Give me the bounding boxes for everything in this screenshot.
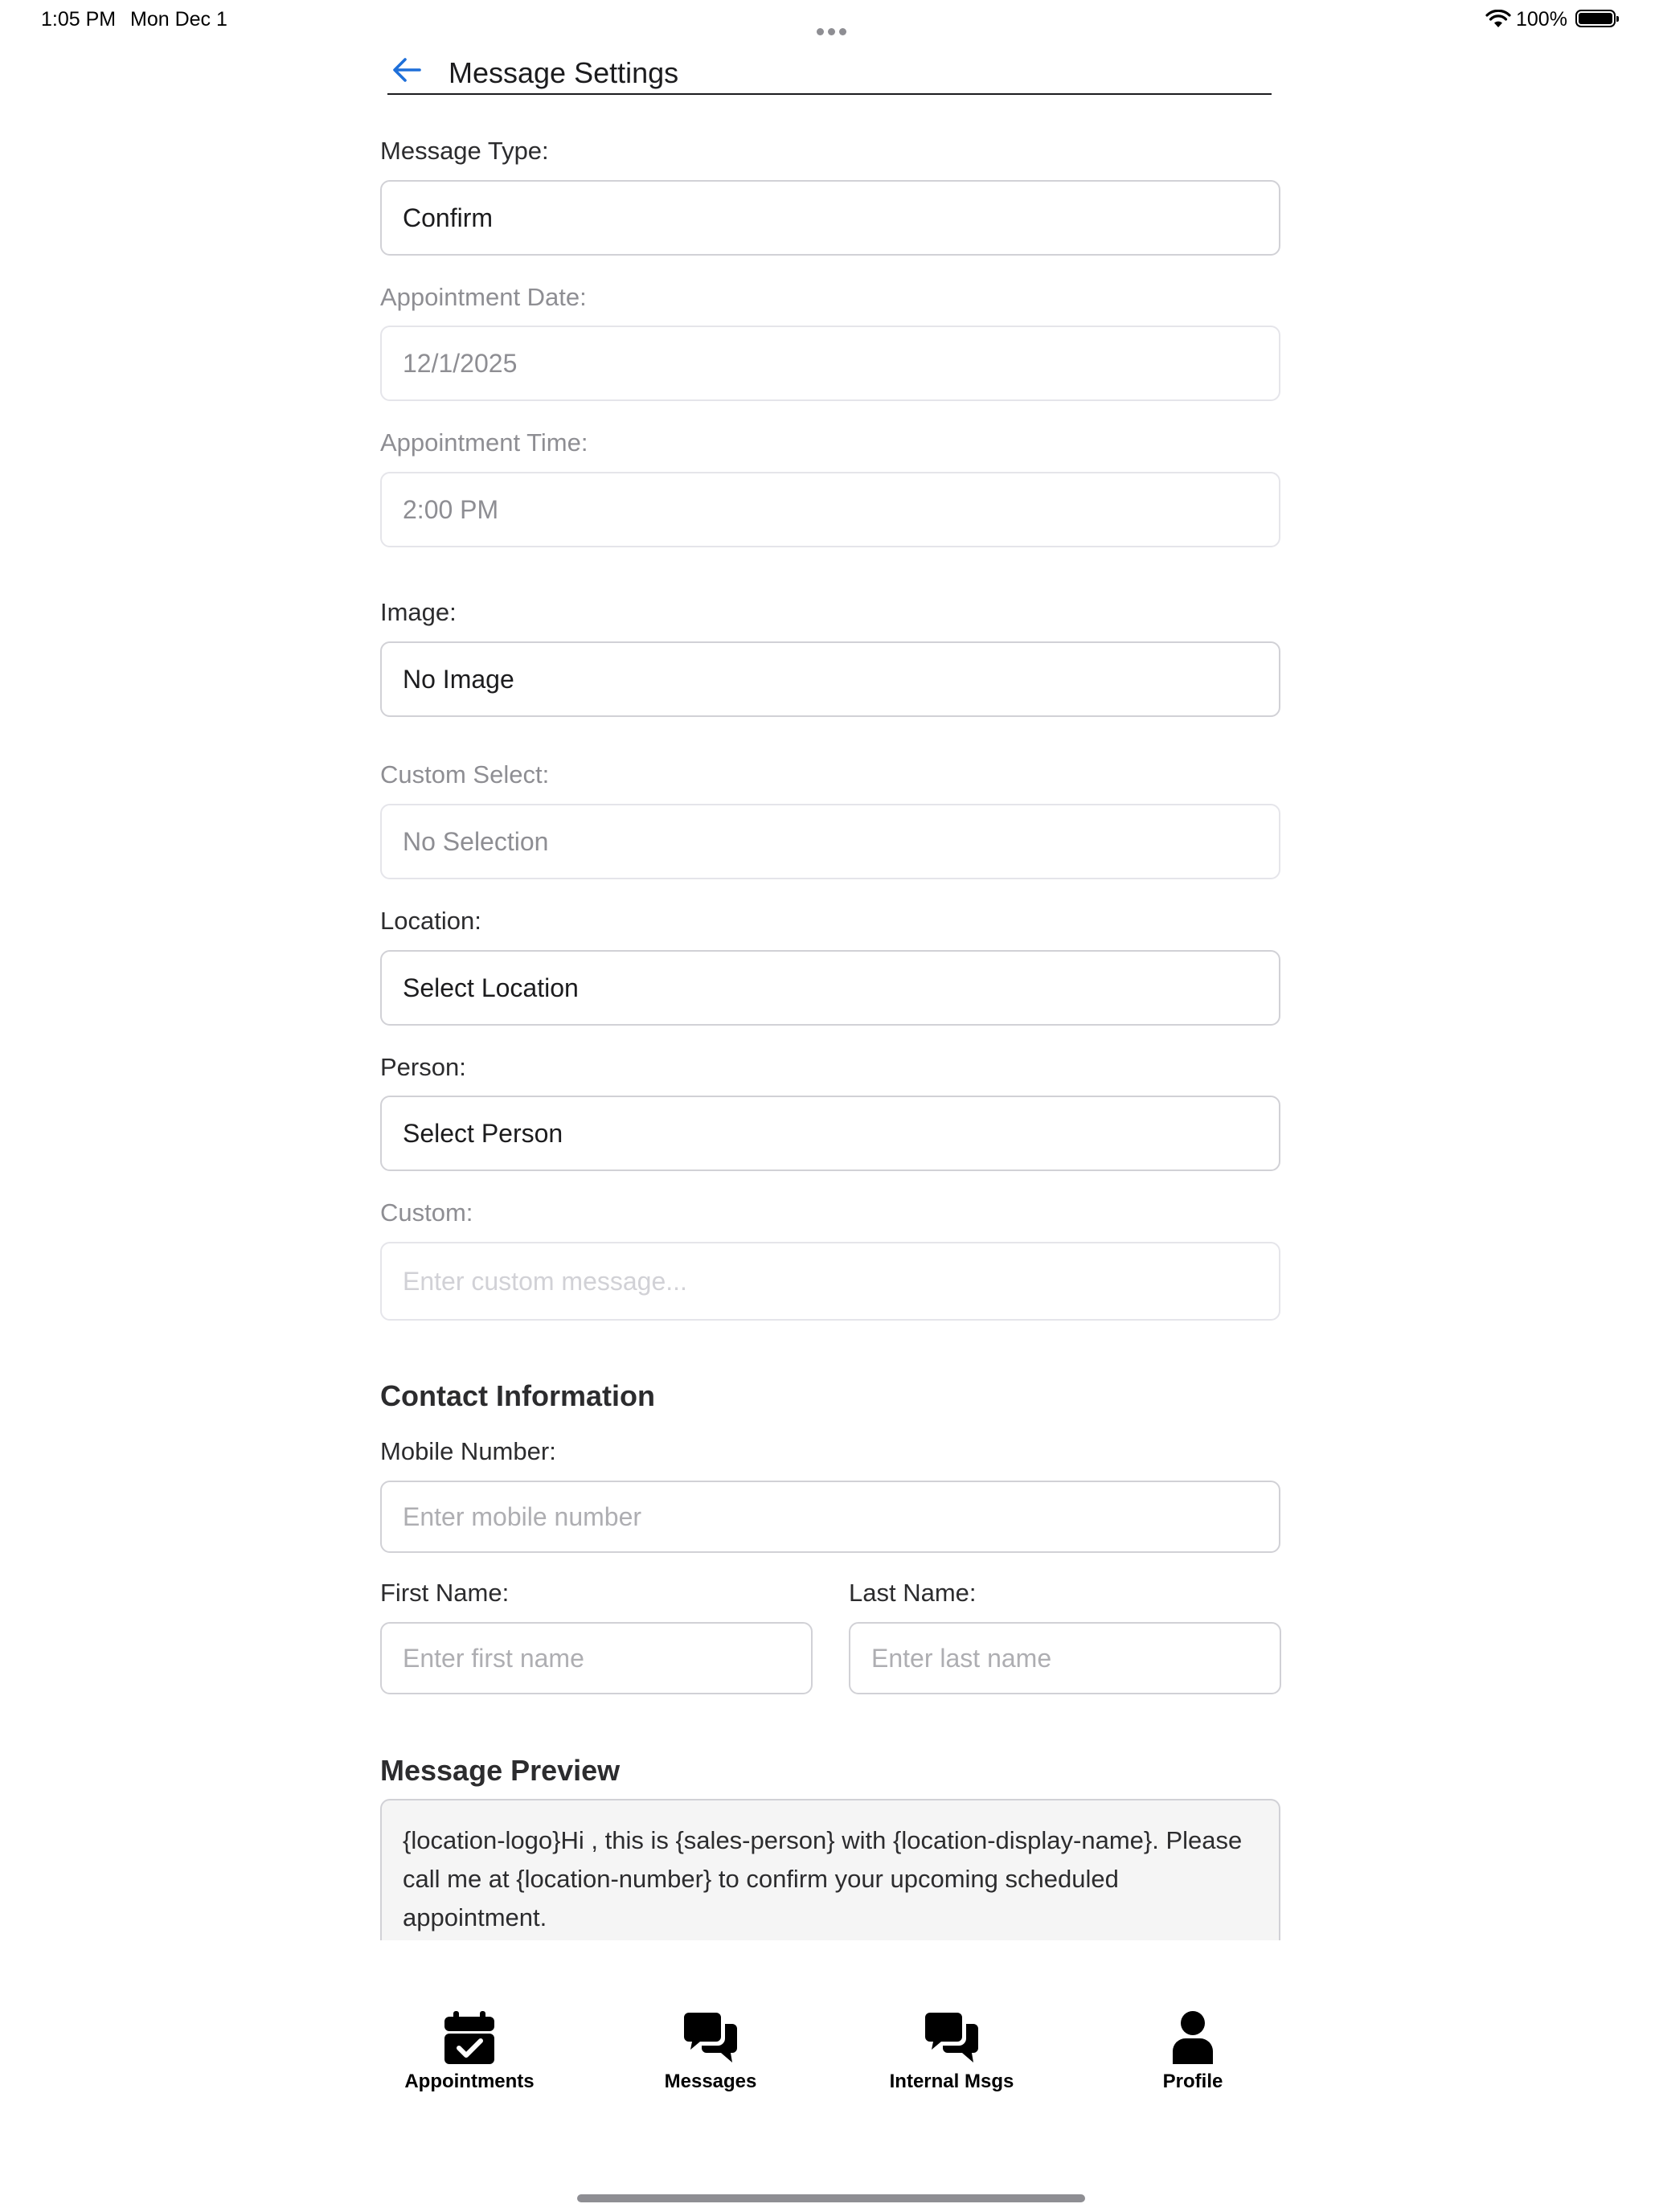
status-bar [0, 6, 1659, 39]
first-name-label: First Name: [380, 1579, 510, 1607]
tab-appointments[interactable] [365, 1985, 574, 2093]
person-label: Person: [380, 1053, 466, 1081]
message-preview-heading: Message Preview [380, 1754, 621, 1787]
first-name-input[interactable] [380, 1622, 813, 1694]
location-select[interactable]: Select Location [380, 950, 1280, 1026]
tab-profile[interactable] [1088, 1985, 1297, 2093]
status-date: Mon Dec 1 [130, 8, 227, 31]
appointment-time-label: Appointment Time: [380, 428, 588, 457]
contact-information-heading: Contact Information [380, 1379, 655, 1412]
message-preview-box: {location-logo}Hi , this is {sales-person} with {location-display-name}. Please call me at {location-number} to confirm your upcoming scheduled appointment. [380, 1799, 1280, 1940]
custom-label: Custom: [380, 1198, 473, 1227]
message-type-label: Message Type: [380, 137, 549, 165]
wifi-icon [1485, 10, 1511, 29]
person-select[interactable]: Select Person [380, 1096, 1280, 1171]
tab-profile-label: Profile [1162, 2071, 1223, 2092]
custom-select-label: Custom Select: [380, 760, 550, 789]
battery-icon [1575, 10, 1616, 27]
tab-messages-label: Messages [664, 2071, 757, 2092]
page-header [387, 47, 1272, 95]
appointment-time-field[interactable]: 2:00 PM [380, 472, 1280, 547]
tab-internal-msgs[interactable] [847, 1985, 1056, 2093]
tab-messages[interactable] [606, 1985, 815, 2093]
appointment-date-field[interactable]: 12/1/2025 [380, 326, 1280, 401]
mobile-number-input[interactable] [380, 1481, 1280, 1553]
tab-internal-msgs-label: Internal Msgs [889, 2071, 1014, 2092]
chat-bubbles-icon [682, 2009, 739, 2066]
person-icon [1165, 2009, 1221, 2066]
tab-bar [0, 1985, 1659, 2114]
battery-percent: 100% [1516, 8, 1567, 31]
message-type-select[interactable]: Confirm [380, 180, 1280, 256]
page-title: Message Settings [449, 56, 679, 89]
calendar-check-icon [441, 2009, 498, 2066]
tab-appointments-label: Appointments [404, 2071, 535, 2092]
home-indicator[interactable] [577, 2194, 1085, 2202]
multitasking-dots-icon[interactable] [817, 18, 852, 26]
custom-message-input[interactable] [380, 1242, 1280, 1321]
last-name-label: Last Name: [849, 1579, 977, 1607]
status-time: 1:05 PM [41, 8, 117, 31]
appointment-date-label: Appointment Date: [380, 283, 587, 311]
location-label: Location: [380, 907, 481, 935]
last-name-input[interactable] [849, 1622, 1281, 1694]
mobile-number-label: Mobile Number: [380, 1437, 556, 1465]
image-select[interactable]: No Image [380, 641, 1280, 717]
back-arrow-icon[interactable] [391, 56, 423, 84]
custom-select-field[interactable]: No Selection [380, 804, 1280, 879]
chat-bubbles-icon [924, 2009, 980, 2066]
image-label: Image: [380, 598, 457, 626]
